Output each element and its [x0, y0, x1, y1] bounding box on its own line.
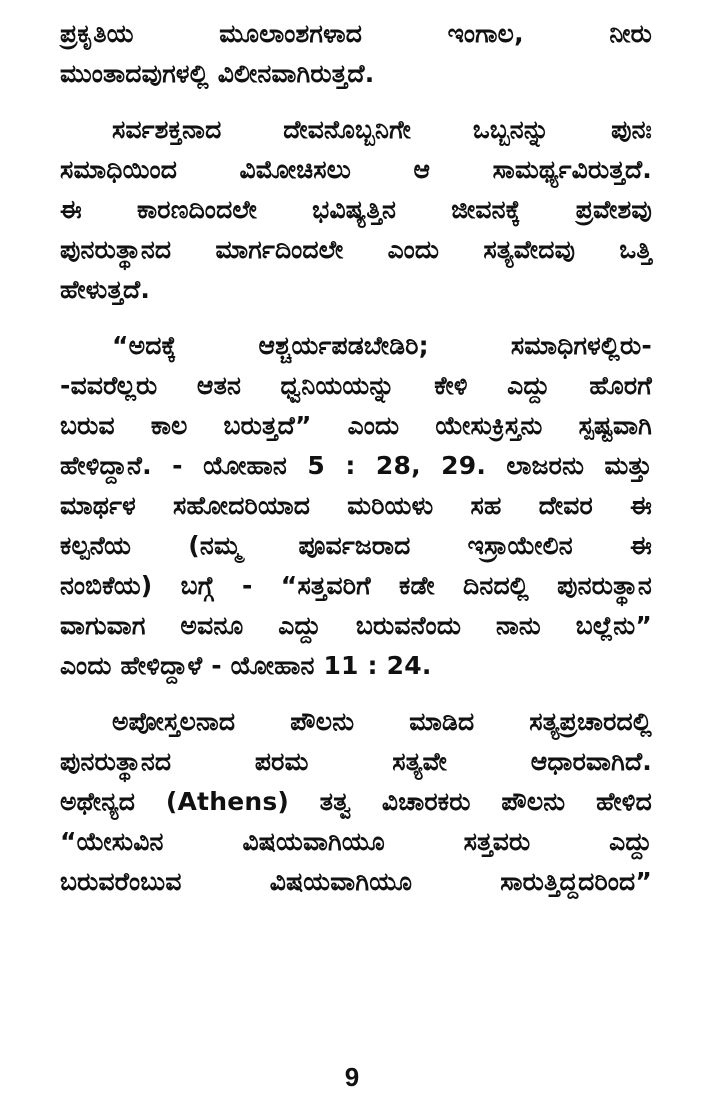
text-line: ಮುಂತಾದವುಗಳಲ್ಲಿ ವಿಲೀನವಾಗಿರುತ್ತದೆ.: [60, 59, 375, 88]
paragraph-3: [60, 326, 652, 686]
text-line: “ಅದಕ್ಕೆ ಆಶ್ಚರ್ಯಪಡಬೇಡಿರಿ; ಸಮಾಧಿಗಳಲ್ಲಿರು-: [112, 331, 652, 360]
text-line: ಬರುವ ಕಾಲ ಬರುತ್ತದೆ” ಎಂದು ಯೇಸುಕ್ರಿಸ್ತನು ಸ್ಪಷ್ಟವಾಗಿ: [60, 411, 652, 440]
paragraph-2: [60, 110, 652, 310]
text-line: ವಾಗುವಾಗ ಅವನೂ ಎದ್ದು ಬರುವನೆಂದು ನಾನು ಬಲ್ಲೆನು”: [60, 611, 652, 640]
text-line: ಬರುವರೆಂಬುವ ವಿಷಯವಾಗಿಯೂ ಸಾರುತ್ತಿದ್ದದರಿಂದ”: [60, 867, 652, 896]
paragraph-1: [60, 14, 652, 94]
text-line: ಈ ಕಾರಣದಿಂದಲೇ ಭವಿಷ್ಯತ್ತಿನ ಜೀವನಕ್ಕೆ ಪ್ರವೇಶವು: [60, 195, 652, 224]
text-line: ಮಾರ್ಥಳ ಸಹೋದರಿಯಾದ ಮರಿಯಳು ಸಹ ದೇವರ ಈ: [60, 491, 652, 520]
text-line: ಸಮಾಧಿಯಿಂದ ವಿಮೋಚಿಸಲು ಆ ಸಾಮರ್ಥ್ಯವಿರುತ್ತದೆ.: [60, 155, 652, 184]
text-line: ಪುನರುತ್ಥಾನದ ಮಾರ್ಗದಿಂದಲೇ ಎಂದು ಸತ್ಯವೇದವು ಒತ್ತಿ: [60, 235, 652, 264]
text-line: ಕಲ್ಪನೆಯ (ನಮ್ಮ ಪೂರ್ವಜರಾದ ಇಸ್ರಾಯೇಲಿನ ಈ: [60, 531, 652, 560]
page-number: 9: [344, 1062, 360, 1092]
text-line: -ವವರೆಲ್ಲರು ಆತನ ಧ್ವನಿಯಯನ್ನು ಕೇಳಿ ಎದ್ದು ಹೊರಗೆ: [60, 371, 652, 400]
text-line: ಪ್ರಕೃತಿಯ ಮೂಲಾಂಶಗಳಾದ ಇಂಗಾಲ, ನೀರು: [60, 19, 652, 48]
page-body: [60, 14, 652, 918]
text-line: ನಂಬಿಕೆಯ) ಬಗ್ಗೆ - “ಸತ್ತವರಿಗೆ ಕಡೇ ದಿನದಲ್ಲಿ ಪುನರುತ್ಥಾನ: [60, 571, 652, 600]
text-line: ಹೇಳಿದ್ದಾನೆ. - ಯೋಹಾನ 5 : 28, 29. ಲಾಜರನು ಮತ್ತು: [60, 451, 652, 480]
text-line: “ಯೇಸುವಿನ ವಿಷಯವಾಗಿಯೂ ಸತ್ತವರು ಎದ್ದು: [60, 827, 652, 856]
text-line: ಅಥೇನ್ಯದ (Athens) ತತ್ವ ವಿಚಾರಕರು ಪೌಲನು ಹೇಳಿದ: [60, 787, 652, 816]
text-line: ಪುನರುತ್ಥಾನದ ಪರಮ ಸತ್ಯವೇ ಆಧಾರವಾಗಿದೆ.: [60, 747, 652, 776]
text-line: ಹೇಳುತ್ತದೆ.: [60, 275, 151, 304]
text-line: ಅಪೋಸ್ತಲನಾದ ಪೌಲನು ಮಾಡಿದ ಸತ್ಯಪ್ರಚಾರದಲ್ಲಿ: [112, 707, 652, 736]
text-line: ಎಂದು ಹೇಳಿದ್ದಾಳೆ - ಯೋಹಾನ 11 : 24.: [60, 651, 432, 680]
text-line: ಸರ್ವಶಕ್ತನಾದ ದೇವನೊಬ್ಬನಿಗೇ ಒಬ್ಬನನ್ನು ಪುನಃ: [112, 115, 652, 144]
paragraph-4: [60, 702, 652, 902]
